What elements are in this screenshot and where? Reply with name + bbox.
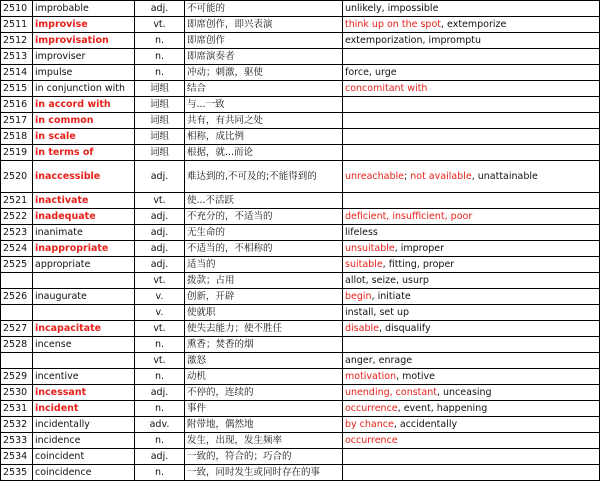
synonyms [343,49,600,65]
headword: improviser [33,49,135,65]
part-of-speech: adj. [135,257,185,273]
headword: inaugurate [33,289,135,305]
entry-number: 2517 [1,113,33,129]
table-row [1,257,600,273]
table-row [1,225,600,241]
synonym-highlight: occurrence [345,403,398,414]
part-of-speech: 词组 [135,145,185,161]
synonyms [343,353,600,369]
headword: incessant [33,385,135,401]
part-of-speech: adj. [135,225,185,241]
table-row [1,193,600,209]
chinese-meaning: 创新，开辟 [185,289,343,305]
entry-number: 2516 [1,97,33,113]
chinese-meaning: 不可能的 [185,1,343,17]
table-row [1,1,600,17]
synonym-highlight: begin [345,291,372,302]
table-row [1,81,600,97]
headword: incidentally [33,417,135,433]
synonyms [343,129,600,145]
chinese-meaning: 使失去能力；使不胜任 [185,321,343,337]
synonym-text: , initiate [371,291,411,302]
synonym-highlight: unending, constant [345,387,437,398]
part-of-speech: adj. [135,241,185,257]
entry-number: 2511 [1,17,33,33]
part-of-speech: 词组 [135,97,185,113]
entry-number: 2532 [1,417,33,433]
chinese-meaning: 动机 [185,369,343,385]
headword: in scale [33,129,135,145]
synonyms [343,113,600,129]
headword: inappropriate [33,241,135,257]
part-of-speech: 词组 [135,129,185,145]
synonym-text: force, urge [345,67,397,78]
entry-number: 2528 [1,337,33,353]
synonyms [343,209,600,225]
table-row [1,113,600,129]
synonyms [343,401,600,417]
synonyms [343,385,600,401]
synonym-text: , accidentally [393,419,458,430]
synonym-text: , motive [396,371,436,382]
part-of-speech: vt. [135,353,185,369]
synonyms [343,273,600,289]
headword: improvisation [33,33,135,49]
entry-number: 2525 [1,257,33,273]
synonyms [343,225,600,241]
part-of-speech: n. [135,49,185,65]
synonyms [343,1,600,17]
synonyms [343,193,600,209]
headword: coincident [33,449,135,465]
chinese-meaning: 一致的，符合的；巧合的 [185,449,343,465]
chinese-meaning: 熏香；焚香的烟 [185,337,343,353]
chinese-meaning: 使就职 [185,305,343,321]
chinese-meaning: 事件 [185,401,343,417]
synonym-text: , unattainable [471,170,538,182]
entry-number: 2535 [1,465,33,481]
table-row [1,321,600,337]
synonyms [343,97,600,113]
part-of-speech: vt. [135,273,185,289]
table-row [1,353,600,369]
table-row [1,129,600,145]
synonyms [343,369,600,385]
synonyms [343,465,600,481]
entry-number: 2512 [1,33,33,49]
chinese-meaning: 发生，出现，发生频率 [185,433,343,449]
synonym-text: , event, happening [397,403,488,414]
entry-number: 2530 [1,385,33,401]
synonym-highlight: think up on the spot [345,19,441,30]
part-of-speech: n. [135,369,185,385]
entry-number: 2531 [1,401,33,417]
chinese-meaning: 即席演奏者 [185,49,343,65]
table-row [1,369,600,385]
table-row [1,273,600,289]
synonyms [343,145,600,161]
part-of-speech: vt. [135,193,185,209]
synonym-text: , improper [394,243,444,254]
part-of-speech: n. [135,465,185,481]
synonym-text: anger, enrage [345,355,413,366]
entry-number: 2520 [1,161,33,193]
synonym-highlight: disable [345,323,379,334]
chinese-meaning: 即席创作 [185,33,343,49]
entry-number: 2527 [1,321,33,337]
part-of-speech: 词组 [135,81,185,97]
part-of-speech: adj. [135,161,185,193]
chinese-meaning: 一致，同时发生或同时存在的事 [185,465,343,481]
part-of-speech: adj. [135,449,185,465]
headword: in accord with [33,97,135,113]
entry-number: 2514 [1,65,33,81]
entry-number [1,305,33,321]
table-row [1,401,600,417]
chinese-meaning: 难达到的,不可及的;不能得到的 [185,161,343,193]
table-row [1,161,600,193]
synonym-text: , unceasing [436,387,492,398]
entry-number: 2529 [1,369,33,385]
chinese-meaning: 附带地，偶然地 [185,417,343,433]
synonym-text: , fitting, proper [382,259,455,270]
headword: inaccessible [33,161,135,193]
synonyms [343,33,600,49]
entry-number: 2518 [1,129,33,145]
chinese-meaning: 共有，有共同之处 [185,113,343,129]
synonyms [343,65,600,81]
part-of-speech: v. [135,289,185,305]
entry-number [1,353,33,369]
headword: in terms of [33,145,135,161]
synonym-text: lifeless [345,227,378,238]
headword: incense [33,337,135,353]
table-row [1,449,600,465]
part-of-speech: 词组 [135,113,185,129]
headword: incentive [33,369,135,385]
part-of-speech: n. [135,65,185,81]
synonyms [343,305,600,321]
entry-number: 2519 [1,145,33,161]
headword: appropriate [33,257,135,273]
chinese-meaning: 不充分的，不适当的 [185,209,343,225]
entry-number: 2534 [1,449,33,465]
part-of-speech: vt. [135,17,185,33]
headword: in common [33,113,135,129]
chinese-meaning: 根据，就...而论 [185,145,343,161]
synonyms [343,321,600,337]
headword [33,353,135,369]
chinese-meaning: 结合 [185,81,343,97]
headword: inadequate [33,209,135,225]
table-row [1,433,600,449]
chinese-meaning: 激怒 [185,353,343,369]
table-row [1,241,600,257]
vocabulary-table-body [1,1,600,481]
synonyms [343,241,600,257]
headword [33,273,135,289]
synonyms [343,81,600,97]
headword: inanimate [33,225,135,241]
chinese-meaning: 适当的 [185,257,343,273]
headword [33,305,135,321]
synonym-highlight: concomitant with [345,83,428,94]
synonym-text: install, set up [345,307,410,318]
entry-number: 2523 [1,225,33,241]
part-of-speech: adj. [135,385,185,401]
synonyms [343,257,600,273]
part-of-speech: n. [135,33,185,49]
part-of-speech: adj. [135,209,185,225]
headword: in conjunction with [33,81,135,97]
synonym-highlight: unsuitable [345,243,395,254]
synonym-text: , extemporize [440,19,507,30]
part-of-speech: adj. [135,1,185,17]
table-row [1,305,600,321]
synonym-text: ; [404,170,411,182]
synonyms [343,433,600,449]
table-row [1,33,600,49]
synonym-text: unlikely, impossible [345,3,439,14]
entry-number: 2513 [1,49,33,65]
entry-number: 2524 [1,241,33,257]
chinese-meaning: 相称，成比例 [185,129,343,145]
table-row [1,209,600,225]
chinese-meaning: 拨款；占用 [185,273,343,289]
entry-number: 2521 [1,193,33,209]
synonym-text: allot, seize, usurp [345,275,429,286]
synonyms [343,17,600,33]
synonyms [343,417,600,433]
headword: improbable [33,1,135,17]
entry-number [1,273,33,289]
entry-number: 2522 [1,209,33,225]
synonym-highlight: by chance [345,419,394,430]
headword: incidence [33,433,135,449]
headword: impulse [33,65,135,81]
table-row [1,65,600,81]
chinese-meaning: 使...不活跃 [185,193,343,209]
table-row [1,417,600,433]
headword: improvise [33,17,135,33]
headword: incapacitate [33,321,135,337]
chinese-meaning: 无生命的 [185,225,343,241]
part-of-speech: v. [135,305,185,321]
part-of-speech: vt. [135,321,185,337]
headword: coincidence [33,465,135,481]
synonym-highlight: suitable [345,259,383,270]
table-row [1,97,600,113]
synonyms [343,161,600,193]
synonym-highlight: unreachable [345,170,404,182]
chinese-meaning: 即席创作，即兴表演 [185,17,343,33]
part-of-speech: adv. [135,417,185,433]
synonyms [343,289,600,305]
part-of-speech: n. [135,401,185,417]
entry-number: 2526 [1,289,33,305]
synonym-text: extemporization, impromptu [345,35,482,46]
table-row [1,465,600,481]
part-of-speech: n. [135,337,185,353]
synonym-highlight: occurrence [345,435,398,446]
headword: inactivate [33,193,135,209]
headword: incident [33,401,135,417]
synonym-highlight: motivation [345,371,397,382]
table-row [1,17,600,33]
synonym-text: , disqualify [378,323,431,334]
chinese-meaning: 与...一致 [185,97,343,113]
chinese-meaning: 不停的，连续的 [185,385,343,401]
table-row [1,289,600,305]
synonym-highlight: not available [410,170,472,182]
synonyms [343,337,600,353]
synonyms [343,449,600,465]
synonym-highlight: deficient, insufficient, poor [345,211,473,222]
entry-number: 2510 [1,1,33,17]
chinese-meaning: 不适当的，不相称的 [185,241,343,257]
table-row [1,385,600,401]
table-row [1,145,600,161]
table-row [1,49,600,65]
part-of-speech: n. [135,433,185,449]
chinese-meaning: 冲动；刺激，驱使 [185,65,343,81]
entry-number: 2533 [1,433,33,449]
entry-number: 2515 [1,81,33,97]
table-row [1,337,600,353]
